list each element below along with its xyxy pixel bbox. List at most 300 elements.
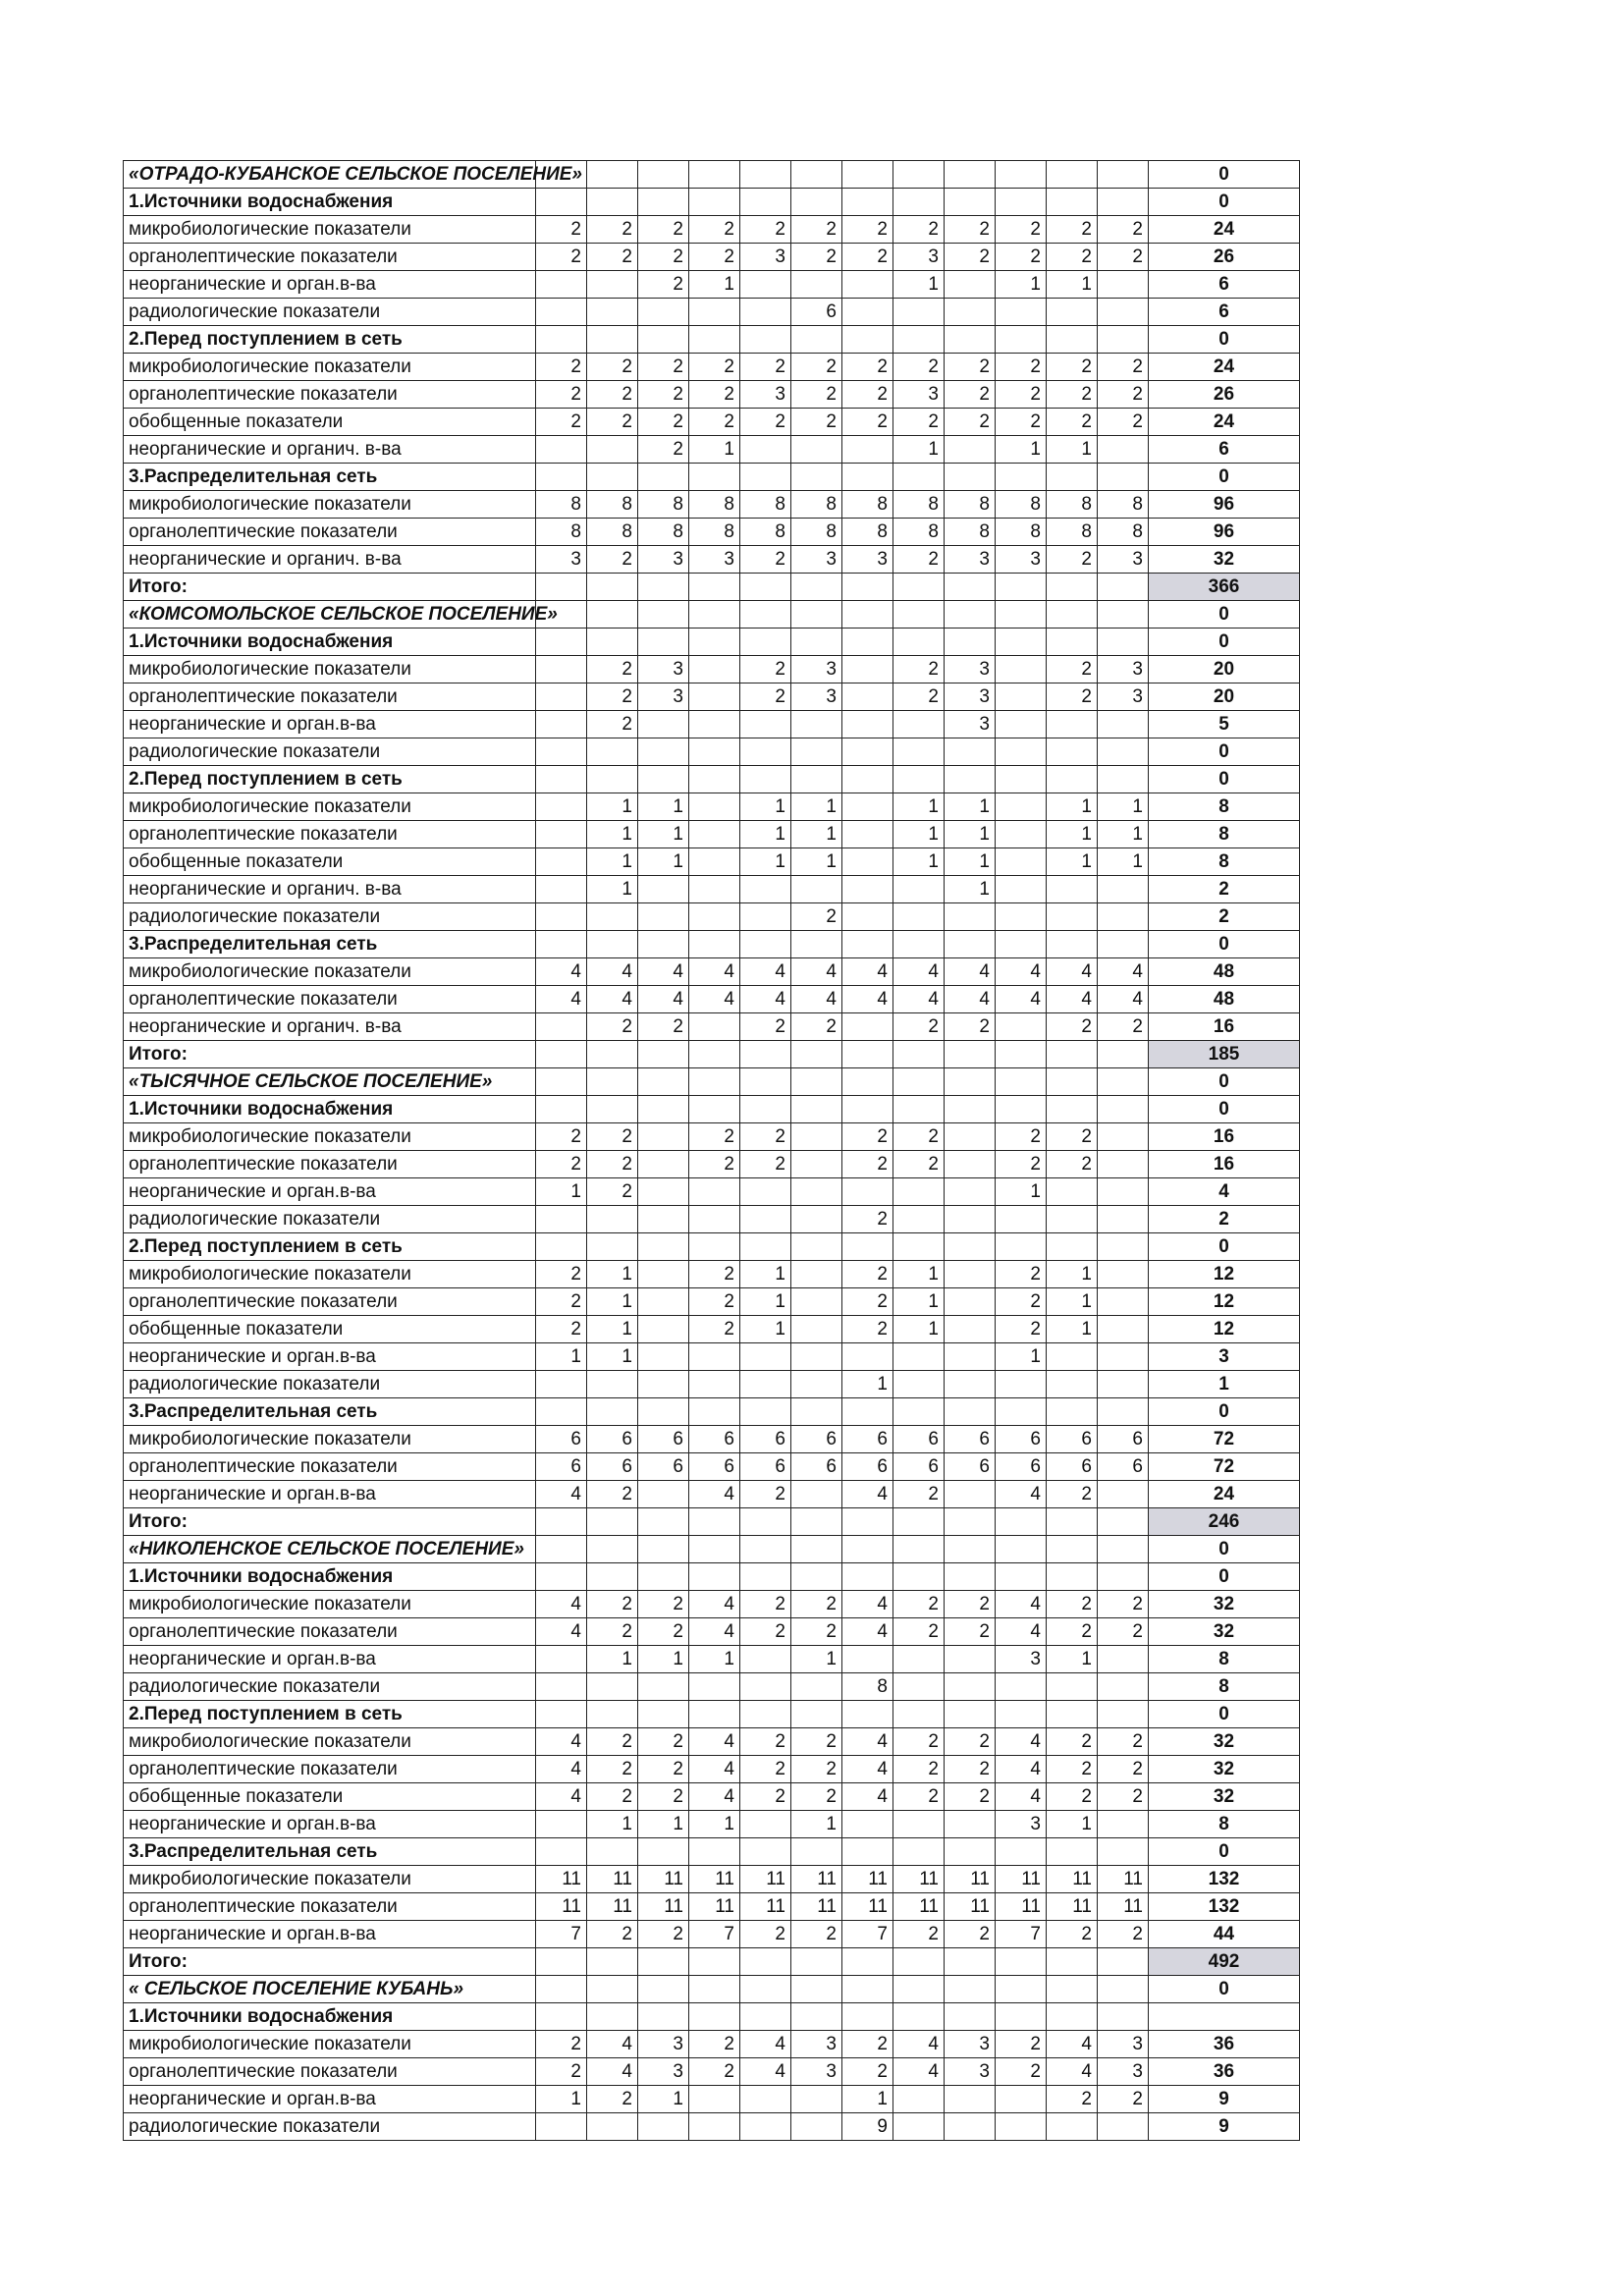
month-cell [689, 601, 740, 629]
month-cell: 2 [587, 1756, 638, 1783]
row-total: 20 [1149, 683, 1300, 711]
row-total: 26 [1149, 244, 1300, 271]
month-cell [842, 821, 893, 848]
month-cell: 3 [791, 2031, 842, 2058]
month-cell [893, 876, 945, 903]
month-cell: 1 [587, 793, 638, 821]
month-cell: 11 [791, 1893, 842, 1921]
month-cell: 11 [791, 1866, 842, 1893]
month-cell: 2 [638, 1013, 689, 1041]
month-cell [996, 1976, 1047, 2003]
month-cell [996, 161, 1047, 189]
month-cell [996, 189, 1047, 216]
month-cell [536, 1371, 587, 1398]
month-cell: 1 [587, 1646, 638, 1673]
month-cell: 2 [1047, 1618, 1098, 1646]
month-cell: 2 [740, 1783, 791, 1811]
table-row [124, 381, 1300, 409]
row-total: 132 [1149, 1866, 1300, 1893]
table-row [124, 683, 1300, 711]
month-cell [945, 1673, 996, 1701]
month-cell [638, 1371, 689, 1398]
month-cell [587, 189, 638, 216]
month-cell [638, 1261, 689, 1288]
month-cell [638, 1976, 689, 2003]
month-cell [689, 2113, 740, 2141]
month-cell [1047, 766, 1098, 793]
month-cell [689, 1371, 740, 1398]
month-cell: 2 [791, 244, 842, 271]
month-cell [996, 766, 1047, 793]
month-cell: 4 [842, 1783, 893, 1811]
month-cell: 2 [842, 1123, 893, 1151]
month-cell [1098, 1316, 1149, 1343]
month-cell [740, 271, 791, 299]
month-cell [996, 848, 1047, 876]
row-total: 96 [1149, 491, 1300, 519]
month-cell [996, 601, 1047, 629]
month-cell [1098, 1096, 1149, 1123]
subsection-row [124, 326, 1300, 354]
month-cell: 8 [689, 491, 740, 519]
month-cell [587, 1068, 638, 1096]
month-cell [945, 2113, 996, 2141]
month-cell [893, 1041, 945, 1068]
row-label: органолептические показатели [124, 821, 536, 848]
row-label: обобщенные показатели [124, 409, 536, 436]
month-cell [1098, 876, 1149, 903]
month-cell [996, 2003, 1047, 2031]
month-cell [1047, 876, 1098, 903]
row-label: неорганические и орган.в-ва [124, 711, 536, 738]
month-cell: 2 [587, 354, 638, 381]
table-row [124, 2113, 1300, 2141]
month-cell: 4 [1098, 986, 1149, 1013]
month-cell: 6 [945, 1426, 996, 1453]
month-cell [1047, 1838, 1098, 1866]
table-row [124, 1921, 1300, 1948]
month-cell: 3 [996, 1646, 1047, 1673]
month-cell [638, 574, 689, 601]
month-cell: 2 [842, 2031, 893, 2058]
month-cell: 2 [740, 1921, 791, 1948]
month-cell: 2 [536, 409, 587, 436]
row-label: обобщенные показатели [124, 848, 536, 876]
month-cell [842, 271, 893, 299]
month-cell: 2 [740, 1013, 791, 1041]
month-cell: 2 [893, 409, 945, 436]
month-cell [587, 1673, 638, 1701]
month-cell: 2 [945, 1618, 996, 1646]
month-cell: 2 [587, 1783, 638, 1811]
month-cell [791, 1481, 842, 1508]
month-cell [587, 1206, 638, 1233]
month-cell: 2 [587, 1921, 638, 1948]
month-cell: 2 [791, 1591, 842, 1618]
month-cell: 11 [893, 1866, 945, 1893]
month-cell: 2 [1047, 656, 1098, 683]
month-cell [1098, 1041, 1149, 1068]
row-label: органолептические показатели [124, 986, 536, 1013]
month-cell [536, 189, 587, 216]
settlement-header-row [124, 161, 1300, 189]
month-cell: 1 [689, 436, 740, 464]
month-cell: 11 [842, 1866, 893, 1893]
month-cell [893, 299, 945, 326]
month-cell [689, 1563, 740, 1591]
subsection-row [124, 766, 1300, 793]
month-cell: 8 [945, 491, 996, 519]
month-cell: 4 [791, 986, 842, 1013]
month-cell [842, 161, 893, 189]
month-cell [893, 1811, 945, 1838]
row-label: микробиологические показатели [124, 1591, 536, 1618]
month-cell: 6 [638, 1426, 689, 1453]
month-cell [1098, 1701, 1149, 1728]
table-row [124, 271, 1300, 299]
month-cell: 2 [945, 1783, 996, 1811]
row-total: 0 [1149, 464, 1300, 491]
month-cell: 1 [1047, 1261, 1098, 1288]
table-row [124, 1618, 1300, 1646]
row-total: 48 [1149, 958, 1300, 986]
month-cell [893, 1536, 945, 1563]
month-cell [587, 436, 638, 464]
month-cell [842, 793, 893, 821]
month-cell [536, 1013, 587, 1041]
row-label: Итого: [124, 1948, 536, 1976]
row-total: 6 [1149, 436, 1300, 464]
row-total: 0 [1149, 1701, 1300, 1728]
row-label: органолептические показатели [124, 1453, 536, 1481]
month-cell: 2 [1047, 354, 1098, 381]
month-cell: 4 [587, 2058, 638, 2086]
month-cell [1098, 326, 1149, 354]
month-cell [587, 1701, 638, 1728]
month-cell [945, 1948, 996, 1976]
row-label: « СЕЛЬСКОЕ ПОСЕЛЕНИЕ КУБАНЬ» [124, 1976, 536, 2003]
month-cell: 2 [638, 354, 689, 381]
month-cell: 2 [1047, 1756, 1098, 1783]
month-cell [842, 601, 893, 629]
month-cell: 2 [893, 1481, 945, 1508]
month-cell: 2 [587, 2086, 638, 2113]
month-cell: 2 [536, 2031, 587, 2058]
row-label: «КОМСОМОЛЬСКОЕ СЕЛЬСКОЕ ПОСЕЛЕНИЕ» [124, 601, 536, 629]
month-cell [638, 1563, 689, 1591]
month-cell [689, 1178, 740, 1206]
row-label: микробиологические показатели [124, 491, 536, 519]
month-cell: 6 [740, 1453, 791, 1481]
month-cell [842, 2003, 893, 2031]
table-row [124, 848, 1300, 876]
month-cell: 3 [689, 546, 740, 574]
month-cell [740, 2086, 791, 2113]
row-label: радиологические показатели [124, 1673, 536, 1701]
month-cell [638, 1948, 689, 1976]
month-cell [1047, 326, 1098, 354]
row-total: 2 [1149, 903, 1300, 931]
month-cell: 3 [638, 683, 689, 711]
month-cell: 2 [893, 546, 945, 574]
month-cell [945, 1371, 996, 1398]
subsection-row [124, 1563, 1300, 1591]
month-cell: 2 [689, 354, 740, 381]
row-label: микробиологические показатели [124, 2031, 536, 2058]
month-cell: 3 [842, 546, 893, 574]
month-cell: 6 [893, 1453, 945, 1481]
month-cell [1047, 2113, 1098, 2141]
month-cell [1047, 1701, 1098, 1728]
row-total: 20 [1149, 656, 1300, 683]
month-cell: 3 [996, 1811, 1047, 1838]
month-cell [740, 1233, 791, 1261]
month-cell [1098, 436, 1149, 464]
month-cell [587, 1041, 638, 1068]
month-cell [893, 161, 945, 189]
month-cell: 2 [1098, 1618, 1149, 1646]
month-cell [1098, 1151, 1149, 1178]
month-cell [893, 189, 945, 216]
month-cell: 4 [996, 958, 1047, 986]
month-cell: 11 [740, 1866, 791, 1893]
month-cell [1098, 629, 1149, 656]
month-cell [893, 464, 945, 491]
month-cell [893, 711, 945, 738]
table-row [124, 1728, 1300, 1756]
month-cell: 4 [945, 958, 996, 986]
month-cell: 11 [945, 1893, 996, 1921]
month-cell [791, 1398, 842, 1426]
month-cell [996, 1096, 1047, 1123]
row-label: неорганические и органич. в-ва [124, 436, 536, 464]
month-cell [1098, 2113, 1149, 2141]
month-cell [945, 161, 996, 189]
month-cell [689, 683, 740, 711]
month-cell [842, 1701, 893, 1728]
month-cell [587, 271, 638, 299]
month-cell [536, 1536, 587, 1563]
month-cell: 2 [638, 271, 689, 299]
table-row [124, 1288, 1300, 1316]
month-cell: 8 [996, 491, 1047, 519]
row-label: 1.Источники водоснабжения [124, 629, 536, 656]
month-cell: 4 [842, 986, 893, 1013]
month-cell: 4 [842, 1728, 893, 1756]
row-total: 0 [1149, 1398, 1300, 1426]
table-row [124, 1783, 1300, 1811]
month-cell [945, 1508, 996, 1536]
table-row [124, 2058, 1300, 2086]
month-cell [689, 574, 740, 601]
month-cell [740, 766, 791, 793]
month-cell [791, 1536, 842, 1563]
month-cell: 1 [689, 271, 740, 299]
month-cell [842, 848, 893, 876]
row-label: неорганические и орган.в-ва [124, 2086, 536, 2113]
month-cell: 7 [536, 1921, 587, 1948]
month-cell [536, 1508, 587, 1536]
month-cell [638, 629, 689, 656]
month-cell: 1 [587, 821, 638, 848]
month-cell [1047, 2003, 1098, 2031]
month-cell [1047, 1096, 1098, 1123]
month-cell: 3 [945, 656, 996, 683]
month-cell [638, 931, 689, 958]
month-cell [842, 1233, 893, 1261]
month-cell [893, 1371, 945, 1398]
month-cell: 1 [638, 821, 689, 848]
month-cell: 6 [689, 1453, 740, 1481]
month-cell: 2 [1098, 1756, 1149, 1783]
month-cell [689, 326, 740, 354]
month-cell: 2 [791, 1618, 842, 1646]
month-cell: 4 [842, 1481, 893, 1508]
month-cell: 2 [842, 216, 893, 244]
month-cell: 1 [893, 1288, 945, 1316]
month-cell: 4 [996, 1481, 1047, 1508]
month-cell: 2 [1098, 2086, 1149, 2113]
month-cell: 6 [945, 1453, 996, 1481]
month-cell [638, 1673, 689, 1701]
month-cell [945, 931, 996, 958]
month-cell: 2 [587, 381, 638, 409]
month-cell [1098, 1976, 1149, 2003]
month-cell: 4 [740, 986, 791, 1013]
month-cell: 6 [1047, 1426, 1098, 1453]
month-cell [740, 903, 791, 931]
month-cell: 2 [1098, 409, 1149, 436]
month-cell [740, 738, 791, 766]
month-cell: 2 [740, 1728, 791, 1756]
month-cell: 2 [893, 1151, 945, 1178]
month-cell [689, 1673, 740, 1701]
month-cell: 2 [689, 2031, 740, 2058]
row-label: 3.Распределительная сеть [124, 1838, 536, 1866]
month-cell: 2 [945, 1921, 996, 1948]
month-cell: 4 [689, 1783, 740, 1811]
subsection-row [124, 931, 1300, 958]
row-total: 8 [1149, 1646, 1300, 1673]
month-cell [638, 1316, 689, 1343]
month-cell [791, 1371, 842, 1398]
month-cell [842, 1838, 893, 1866]
month-cell [1098, 711, 1149, 738]
table-row [124, 1453, 1300, 1481]
month-cell [536, 1701, 587, 1728]
month-cell [791, 1343, 842, 1371]
row-total: 8 [1149, 1673, 1300, 1701]
month-cell [945, 1041, 996, 1068]
month-cell [689, 299, 740, 326]
month-cell: 1 [1098, 848, 1149, 876]
month-cell [740, 629, 791, 656]
month-cell: 2 [1047, 381, 1098, 409]
row-label: органолептические показатели [124, 1618, 536, 1646]
month-cell [1098, 1206, 1149, 1233]
month-cell [1047, 738, 1098, 766]
month-cell [536, 464, 587, 491]
month-cell [689, 1096, 740, 1123]
month-cell: 6 [740, 1426, 791, 1453]
month-cell [945, 1838, 996, 1866]
month-cell [587, 326, 638, 354]
month-cell [740, 1206, 791, 1233]
month-cell: 4 [996, 1756, 1047, 1783]
month-cell [1098, 464, 1149, 491]
month-cell [689, 1206, 740, 1233]
month-cell: 2 [587, 1151, 638, 1178]
month-cell: 2 [996, 2031, 1047, 2058]
month-cell [791, 876, 842, 903]
month-cell: 4 [740, 958, 791, 986]
month-cell [945, 1811, 996, 1838]
row-label: микробиологические показатели [124, 958, 536, 986]
month-cell: 2 [945, 409, 996, 436]
month-cell: 8 [791, 519, 842, 546]
month-cell [689, 1838, 740, 1866]
row-label: органолептические показатели [124, 519, 536, 546]
month-cell [996, 683, 1047, 711]
month-cell: 2 [1098, 381, 1149, 409]
month-cell: 2 [1047, 1151, 1098, 1178]
month-cell: 3 [791, 683, 842, 711]
month-cell: 2 [689, 409, 740, 436]
row-label: Итого: [124, 1508, 536, 1536]
month-cell: 4 [842, 1618, 893, 1646]
month-cell: 8 [638, 519, 689, 546]
month-cell [740, 189, 791, 216]
month-cell [689, 161, 740, 189]
month-cell [638, 601, 689, 629]
row-label: неорганические и органич. в-ва [124, 546, 536, 574]
row-total: 24 [1149, 409, 1300, 436]
month-cell [791, 1508, 842, 1536]
month-cell: 2 [587, 1123, 638, 1151]
table-row [124, 1591, 1300, 1618]
month-cell: 1 [1047, 436, 1098, 464]
month-cell [791, 738, 842, 766]
month-cell: 11 [689, 1866, 740, 1893]
month-cell [791, 326, 842, 354]
month-cell: 8 [536, 519, 587, 546]
month-cell [945, 1343, 996, 1371]
month-cell [945, 1206, 996, 1233]
month-cell [996, 464, 1047, 491]
month-cell [1047, 1206, 1098, 1233]
month-cell: 2 [740, 656, 791, 683]
month-cell [1098, 738, 1149, 766]
month-cell: 1 [587, 1261, 638, 1288]
month-cell [587, 2003, 638, 2031]
month-cell: 4 [842, 958, 893, 986]
month-cell [996, 1838, 1047, 1866]
month-cell [536, 1041, 587, 1068]
month-cell: 7 [689, 1921, 740, 1948]
month-cell: 7 [842, 1921, 893, 1948]
month-cell: 2 [996, 1316, 1047, 1343]
month-cell [689, 876, 740, 903]
row-total: 36 [1149, 2031, 1300, 2058]
month-cell [945, 299, 996, 326]
month-cell: 4 [689, 958, 740, 986]
month-cell: 2 [996, 244, 1047, 271]
month-cell: 2 [587, 683, 638, 711]
month-cell: 1 [996, 1343, 1047, 1371]
month-cell [893, 1068, 945, 1096]
month-cell [791, 2113, 842, 2141]
month-cell [689, 821, 740, 848]
